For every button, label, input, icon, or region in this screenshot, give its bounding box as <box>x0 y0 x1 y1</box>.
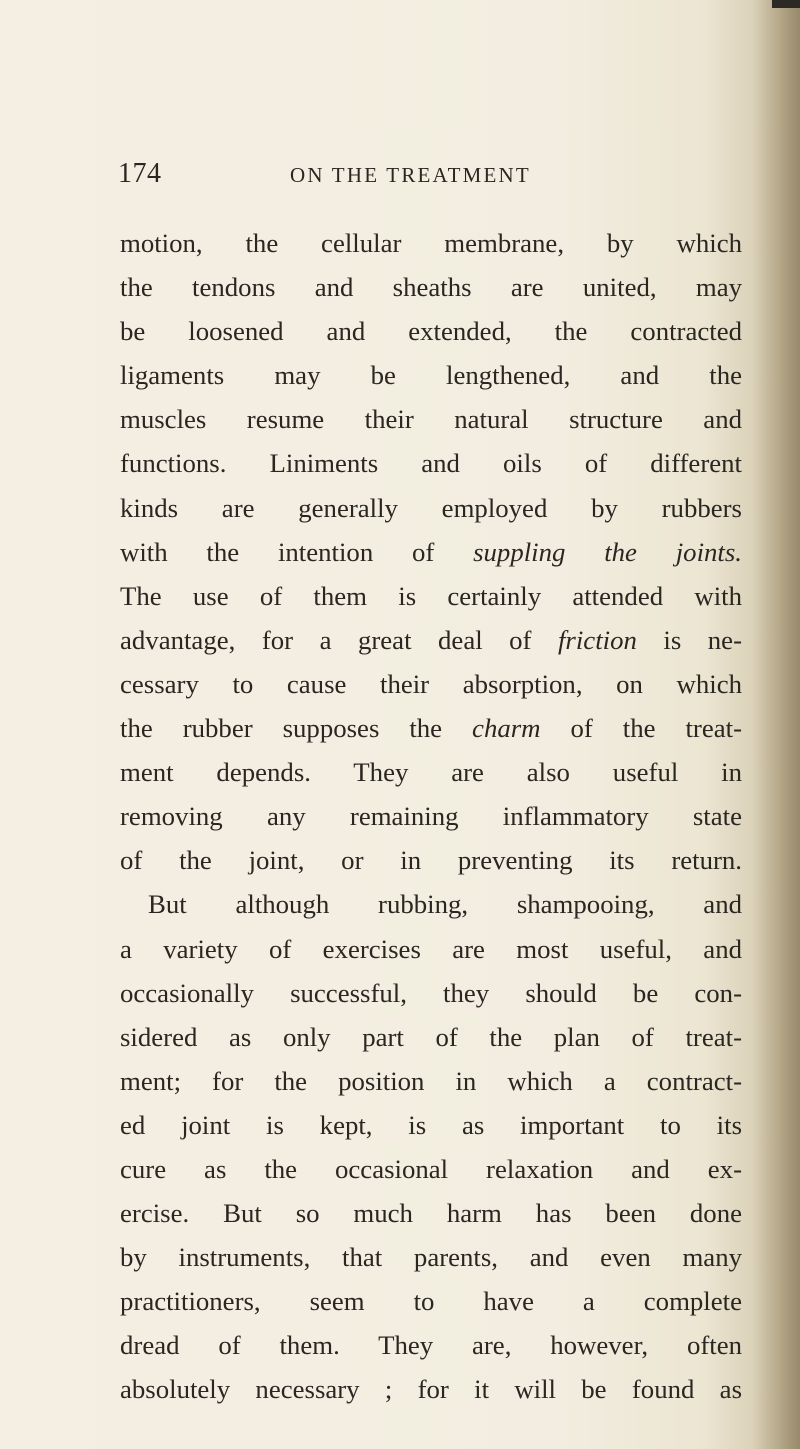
paragraph-start-line: But although rubbing, shampooing, and <box>148 889 742 920</box>
text-line: motion, the cellular membrane, by which <box>120 228 742 258</box>
italic-word: friction <box>557 624 637 655</box>
text-line: with the intention of suppling the joints. <box>120 536 742 567</box>
text-line: advantage, for a great deal of friction is ne- <box>120 624 742 655</box>
page-header <box>0 154 800 194</box>
italic-word: charm <box>472 713 541 744</box>
text-line: sidered as only part of the plan of treat- <box>120 1021 742 1052</box>
text-line: functions. Liniments and oils of different <box>120 448 742 479</box>
text-line: absolutely necessary ; for it will be found as <box>120 1374 742 1405</box>
text-line: ment depends. They are also useful in <box>120 757 742 788</box>
text-line: a variety of exercises are most useful, and <box>120 933 742 964</box>
text-line: ed joint is kept, is as important to its <box>120 1109 742 1140</box>
italic-phrase: suppling the joints. <box>473 536 742 567</box>
text-line: practitioners, seem to have a complete <box>120 1286 742 1317</box>
text-line: The use of them is certainly attended with <box>120 580 742 611</box>
body-text <box>120 221 742 1412</box>
text-line: muscles resume their natural structure and <box>120 404 742 435</box>
text-line: ment; for the position in which a contract- <box>120 1065 742 1096</box>
text-line: cessary to cause their absorption, on which <box>120 668 742 699</box>
text-line: by instruments, that parents, and even many <box>120 1242 742 1273</box>
text-line: of the joint, or in preventing its return. <box>120 845 742 876</box>
text-line: kinds are generally employed by rubbers <box>120 492 742 523</box>
text-line: removing any remaining inflammatory state <box>120 801 742 832</box>
running-head: ON THE TREATMENT <box>290 163 531 187</box>
text-line: occasionally successful, they should be con- <box>120 977 742 1008</box>
page-edge-shadow <box>752 0 800 1449</box>
page-number: 174 <box>118 158 162 189</box>
corner-mark <box>772 0 800 8</box>
text-line: the rubber supposes the charm of the treat- <box>120 713 743 744</box>
text-line: be loosened and extended, the contracted <box>120 316 742 347</box>
text-line: ercise. But so much harm has been done <box>120 1198 742 1229</box>
text-line: ligaments may be lengthened, and the <box>120 360 742 391</box>
text-line: dread of them. They are, however, often <box>120 1330 742 1361</box>
text-line: the tendons and sheaths are united, may <box>120 272 742 303</box>
text-line: cure as the occasional relaxation and ex- <box>120 1153 742 1184</box>
